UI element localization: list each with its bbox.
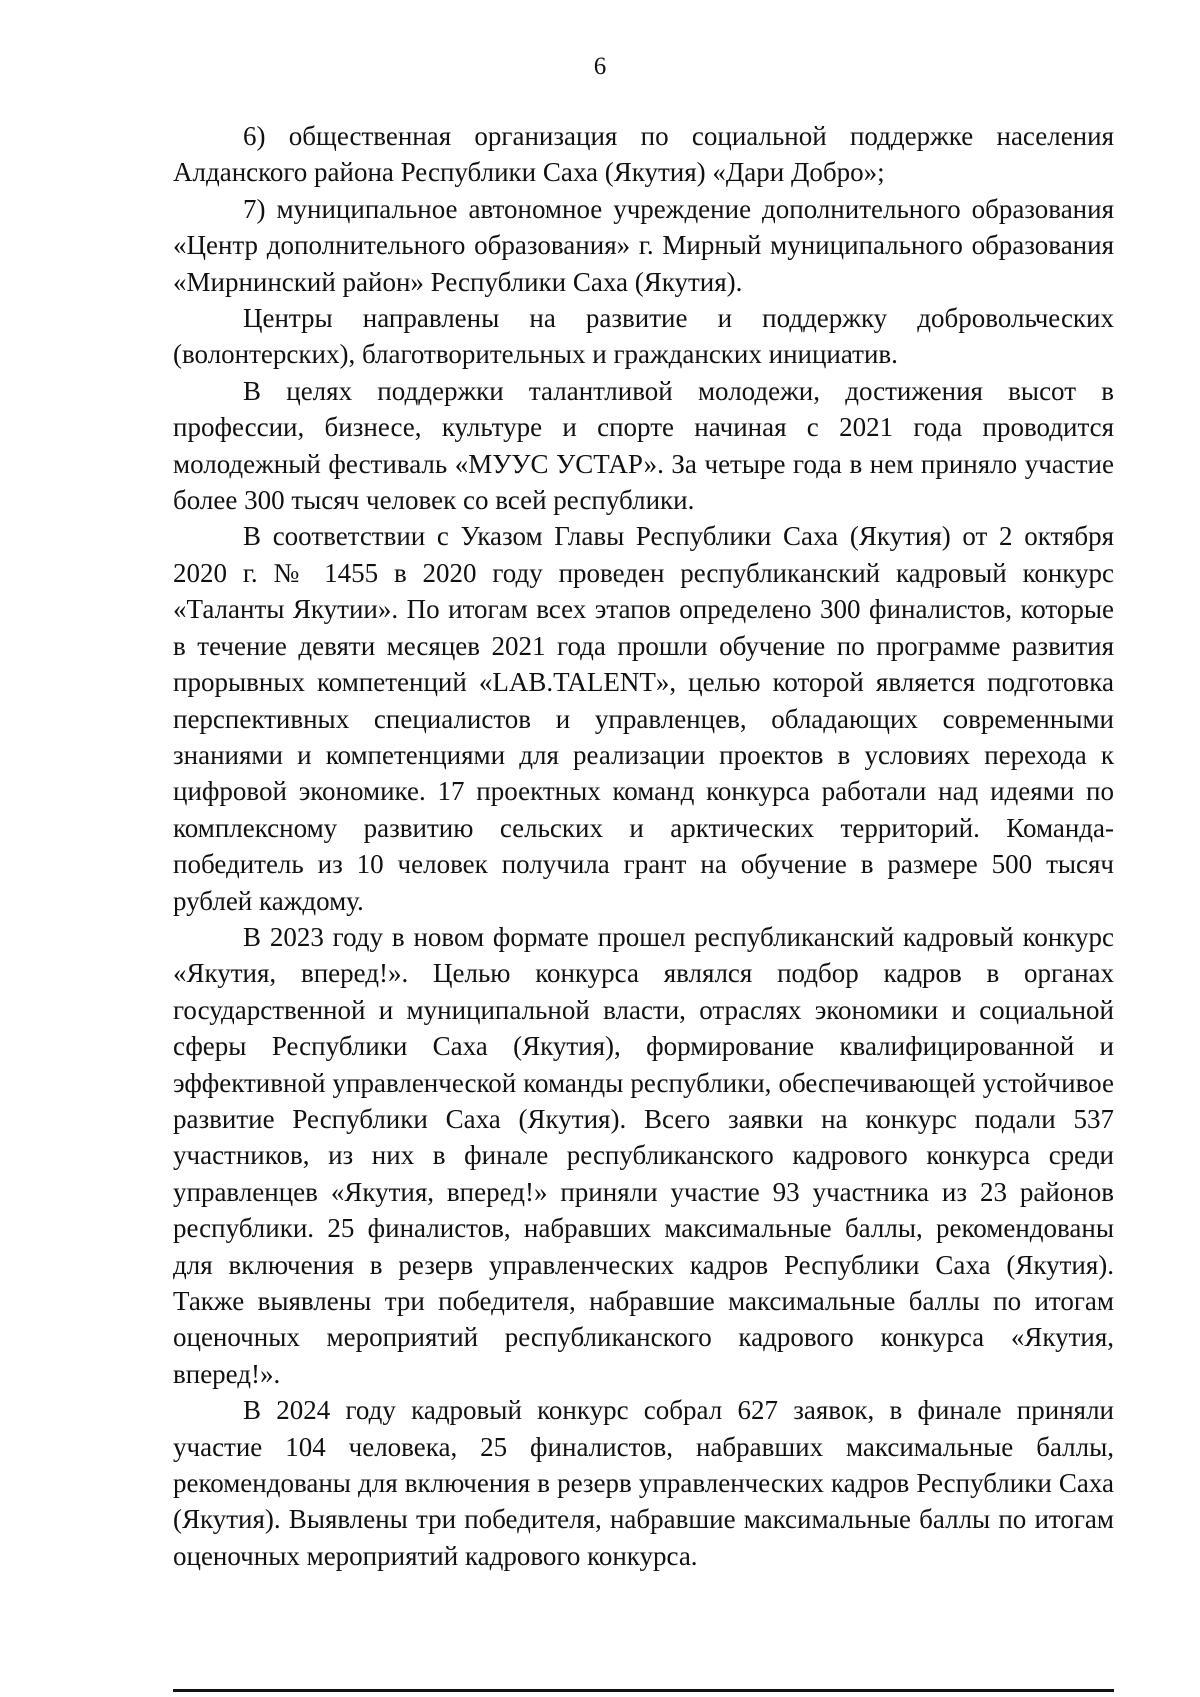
page-number: 6 <box>593 53 607 80</box>
paragraph-item-7: 7) муниципальное автономное учреждение дополнительного образования «Центр дополнительного образования» г. Мирный муниципального образования «Мирнинский район» Республики Саха (Якутия). <box>173 193 1114 297</box>
paragraph-yakutia-forward-2023: В 2023 году в новом формате прошел республиканский кадровый конкурс «Якутия, вперед!». Целью конкурса являлся подбор кадров в органах государственной и муниципальной власти, отраслях экономики и социальной сферы Республики Саха (Якутия), формирование квалифицированной и эффективной управленческой команды республики, обеспечивающей устойчивое развитие Республики Саха (Якутия). Всего заявки на конкурс подали 537 участников, из них в финале республиканского кадрового конкурса среди управленцев «Якутия, вперед!» приняли участие 93 участника из 23 районов республики. 25 финалистов, набравших максимальные баллы, рекомендованы для включения в резерв управленческих кадров Республики Саха (Якутия). Также выявлены три победителя, набравшие максимальные баллы по итогам оценочных мероприятий республиканского кадрового конкурса «Якутия, вперед!». <box>173 921 1114 1389</box>
paragraph-contest-2024: В 2024 году кадровый конкурс собрал 627 заявок, в финале приняли участие 104 человека, 25 финалистов, набравших максимальные баллы, рекомендованы для включения в резерв управленческих кадров Республики Саха (Якутия). Выявлены три победителя, набравшие максимальные баллы по итогам оценочных мероприятий кадрового конкурса. <box>173 1395 1114 1571</box>
paragraph-talents-yakutia: В соответствии с Указом Главы Республики Саха (Якутия) от 2 октября 2020 г. № 1455 в 2020 году проведен республиканский кадровый конкурс «Таланты Якутии». По итогам всех этапов определено 300 финалистов, которые в течение девяти месяцев 2021 года прошли обучение по программе развития прорывных компетенций «LAB.TALENT», целью которой является подготовка перспективных специалистов и управленцев, обладающих современными знаниями и компетенциями для реализации проектов в условиях перехода к цифровой экономике. 17 проектных команд конкурса работали над идеями по комплексному развитию сельских и арктических территорий. Команда-победитель из 10 человек получила грант на обучение в размере 500 тысяч рублей каждому. <box>173 521 1114 916</box>
paragraph-muus-ustar: В целях поддержки талантливой молодежи, достижения высот в профессии, бизнесе, культуре и спорте начиная с 2021 года проводится молодежный фестиваль «МУУС УСТАР». За четыре года в нем приняло участие более 300 тысяч человек со всей республики. <box>173 375 1114 516</box>
body-text <box>173 118 1114 1574</box>
bottom-rule <box>173 1689 1114 1692</box>
paragraph-centers: Центры направлены на развитие и поддержку добровольческих (волонтерских), благотворительных и гражданских инициатив. <box>173 303 1114 370</box>
paragraph-item-6: 6) общественная организация по социальной поддержке населения Алданского района Республики Саха (Якутия) «Дари Добро»; <box>173 121 1114 188</box>
